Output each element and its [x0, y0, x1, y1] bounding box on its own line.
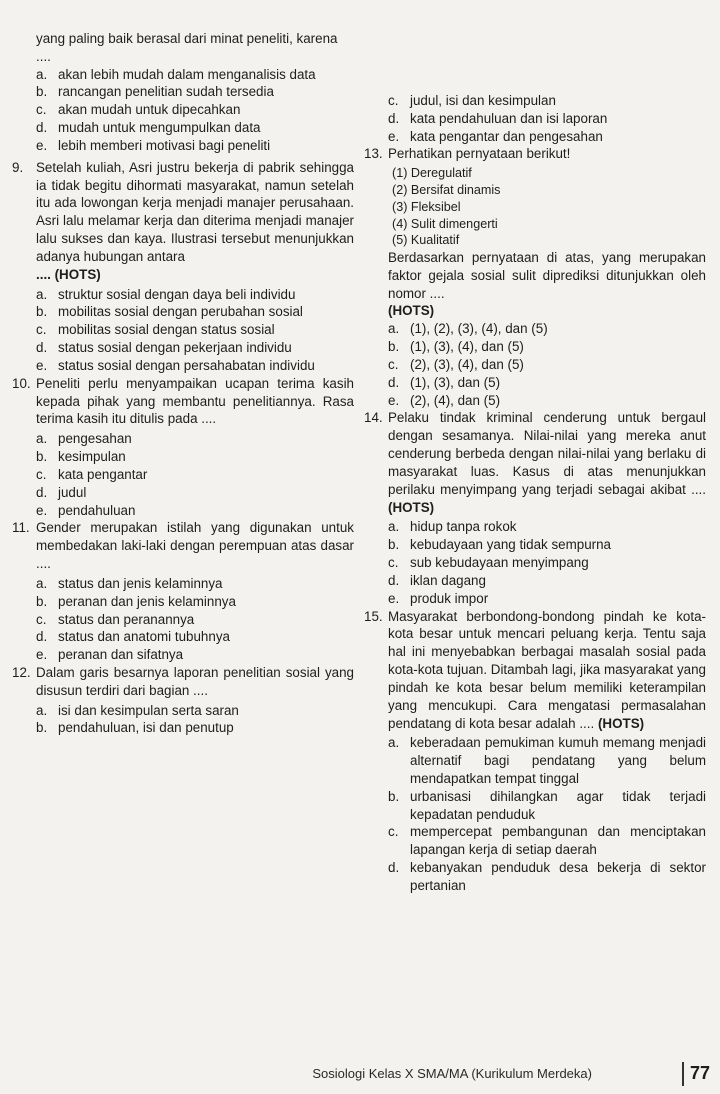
option-letter: b.: [388, 537, 400, 553]
option-letter: b.: [388, 788, 400, 804]
option-text: (2), (3), (4), dan (5): [410, 356, 524, 372]
option-text: mempercepat pembangunan dan menciptakan lapangan kerja di setiap daerah: [410, 824, 706, 858]
option-text: akan mudah untuk dipecahkan: [58, 102, 241, 118]
option-letter: a.: [388, 519, 400, 535]
answer-option: [36, 646, 354, 664]
option-letter: a.: [36, 66, 48, 82]
question-15: [364, 608, 706, 733]
option-text: (1), (2), (3), (4), dan (5): [410, 321, 548, 337]
option-text: sub kebudayaan menyimpang: [410, 555, 589, 571]
option-letter: b.: [36, 720, 48, 736]
question-14-options: [388, 518, 706, 607]
option-text: status sosial dengan persahabatan individu: [58, 357, 315, 373]
answer-option: [388, 518, 706, 536]
option-text: rancangan penelitian sudah tersedia: [58, 84, 274, 100]
question-stem: Pelaku tindak kriminal cenderung untuk bergaul dengan sesamanya. Nilai-nilai yang mereka anut cenderung berbeda dengan nilai-nilai yang berlaku di masyarakat luas. Kasus di atas menunjukkan perilaku menyimpang yang terjadi sebagai akibat .... (HOTS): [388, 410, 706, 515]
answer-option: [36, 448, 354, 466]
option-letter: c.: [388, 356, 399, 372]
option-letter: e.: [388, 392, 400, 408]
option-text: judul: [58, 484, 87, 500]
option-letter: e.: [388, 590, 400, 606]
answer-option: [36, 357, 354, 375]
option-letter: b.: [36, 593, 48, 609]
previous-question-options: [388, 92, 706, 145]
answer-option: [388, 572, 706, 590]
continued-options: [36, 66, 354, 155]
option-text: akan lebih mudah dalam menganalisis data: [58, 66, 316, 82]
answer-option: [36, 321, 354, 339]
answer-option: [36, 137, 354, 155]
option-text: kata pengantar dan pengesahan: [410, 128, 603, 144]
question-13-options: [388, 320, 706, 409]
answer-option: [388, 536, 706, 554]
option-letter: e.: [36, 647, 48, 663]
question-9-options: [36, 286, 354, 375]
option-text: status sosial dengan pekerjaan individu: [58, 340, 292, 356]
question-stem: Gender merupakan istilah yang digunakan untuk membedakan laki-laki dengan perempuan atas dasar ....: [36, 520, 354, 572]
question-10: [12, 375, 354, 428]
option-letter: c.: [388, 555, 399, 571]
answer-option: [388, 554, 706, 572]
question-number: 11.: [12, 520, 30, 536]
question-stem: Perhatikan pernyataan berikut!: [388, 146, 571, 162]
answer-option: [388, 128, 706, 146]
question-12-options: [36, 702, 354, 738]
option-letter: b.: [36, 449, 48, 465]
page-footer: [0, 1054, 720, 1094]
answer-option: [388, 734, 706, 787]
question-number: 9.: [12, 159, 24, 175]
statement-list: [388, 165, 706, 249]
answer-option: [388, 110, 706, 128]
page-number: 77: [682, 1062, 710, 1086]
option-letter: c.: [388, 824, 399, 840]
option-letter: d.: [388, 110, 400, 126]
answer-option: [36, 303, 354, 321]
answer-option: [36, 66, 354, 84]
answer-option: [388, 92, 706, 110]
option-text: mudah untuk mengumpulkan data: [58, 120, 261, 136]
answer-option: [36, 430, 354, 448]
option-letter: d.: [36, 120, 48, 136]
answer-option: [36, 101, 354, 119]
question-9: [12, 159, 354, 284]
answer-option: [388, 823, 706, 859]
option-letter: d.: [36, 629, 48, 645]
question-15-options: [388, 734, 706, 894]
option-letter: b.: [36, 84, 48, 100]
option-text: lebih memberi motivasi bagi peneliti: [58, 137, 271, 153]
question-number: 12.: [12, 664, 31, 680]
option-letter: d.: [36, 340, 48, 356]
answer-option: [36, 593, 354, 611]
statement-item: (5) Kualitatif: [392, 233, 460, 248]
option-text: kata pendahuluan dan isi laporan: [410, 110, 608, 126]
option-letter: e.: [388, 128, 400, 144]
answer-option: [388, 338, 706, 356]
option-text: hidup tanpa rokok: [410, 519, 517, 535]
option-text: pendahuluan, isi dan penutup: [58, 720, 234, 736]
option-text: iklan dagang: [410, 572, 486, 588]
option-text: keberadaan pemukiman kumuh memang menjadi alternatif bagi pendatang yang belum mendapatkan tempat tinggal: [410, 735, 706, 786]
question-12: [12, 664, 354, 700]
option-text: mobilitas sosial dengan perubahan sosial: [58, 304, 303, 320]
option-text: pengesahan: [58, 431, 132, 447]
question-stem: Peneliti perlu menyampaikan ucapan terima kasih kepada pihak yang membantu penelitiannya. Rasa terima kasih itu ditulis pada ....: [36, 375, 354, 427]
answer-option: [36, 719, 354, 737]
option-text: judul, isi dan kesimpulan: [410, 93, 556, 108]
option-text: urbanisasi dihilangkan agar tidak terjadi kepadatan penduduk: [410, 788, 706, 822]
question-stem: Masyarakat berbondong-bondong pindah ke kota-kota besar untuk mencari peluang kerja. Tentu saja hal ini menyebabkan berbagai masalah sosial pada kota-kota tujuan. Ditambah lagi, jika masyarakat yang pindah ke kota besar belum memiliki keterampilan yang mencukupi. Cara mengatasi permasalahan pendatang di kota besar adalah .... (HOTS): [388, 608, 706, 731]
option-letter: e.: [36, 137, 48, 153]
option-text: (1), (3), dan (5): [410, 374, 501, 390]
option-letter: c.: [36, 466, 47, 482]
answer-option: [36, 611, 354, 629]
statement-item: (4) Sulit dimengerti: [392, 216, 498, 231]
option-letter: a.: [388, 321, 400, 337]
question-stem: Dalam garis besarnya laporan penelitian sosial yang disusun terdiri dari bagian ....: [36, 664, 354, 698]
option-letter: d.: [36, 484, 48, 500]
option-letter: e.: [36, 357, 48, 373]
option-letter: d.: [388, 374, 400, 390]
continued-question-stem: yang paling baik berasal dari minat peneliti, karena ....: [36, 31, 338, 64]
option-text: kebudayaan yang tidak sempurna: [410, 537, 611, 553]
option-letter: c.: [36, 322, 47, 338]
answer-option: [388, 590, 706, 608]
option-letter: c.: [388, 93, 399, 108]
answer-option: [36, 286, 354, 304]
statement-item: (3) Fleksibel: [392, 199, 461, 214]
answer-option: [36, 502, 354, 520]
option-text: kebanyakan penduduk desa bekerja di sektor pertanian: [410, 860, 706, 893]
option-letter: a.: [36, 702, 48, 718]
option-letter: d.: [388, 860, 400, 876]
answer-option: [36, 119, 354, 137]
question-11: [12, 519, 354, 572]
answer-option: [36, 628, 354, 646]
statement-item: (1) Deregulatif: [392, 166, 472, 181]
option-text: pendahuluan: [58, 502, 136, 518]
question-14: [364, 409, 706, 516]
option-letter: e.: [36, 502, 48, 518]
statement-item: (2) Bersifat dinamis: [392, 183, 501, 198]
left-column: [10, 30, 354, 895]
option-text: (1), (3), (4), dan (5): [410, 339, 524, 355]
option-text: (2), (4), dan (5): [410, 392, 501, 408]
answer-option: [388, 320, 706, 338]
answer-option: [388, 788, 706, 824]
option-text: status dan peranannya: [58, 611, 195, 627]
book-series-title: Sosiologi Kelas X SMA/MA (Kurikulum Merdeka): [312, 1066, 592, 1082]
question-number: 10.: [12, 375, 31, 391]
question-number: 15.: [364, 608, 383, 624]
answer-option: [36, 83, 354, 101]
option-letter: b.: [36, 304, 48, 320]
answer-option: [36, 575, 354, 593]
option-text: peranan dan sifatnya: [58, 647, 184, 663]
option-text: status dan anatomi tubuhnya: [58, 629, 230, 645]
answer-option: [36, 466, 354, 484]
question-13-prompt: Berdasarkan pernyataan di atas, yang merupakan faktor gejala sosial sulit diprediksi ditunjukkan oleh nomor .... (HOTS): [388, 249, 706, 319]
question-10-options: [36, 430, 354, 519]
answer-option: [36, 339, 354, 357]
option-text: produk impor: [410, 590, 489, 606]
option-text: mobilitas sosial dengan status sosial: [58, 322, 275, 338]
answer-option: [388, 859, 706, 895]
answer-option: [388, 356, 706, 374]
answer-option: [36, 484, 354, 502]
option-text: isi dan kesimpulan serta saran: [58, 702, 239, 718]
option-letter: c.: [36, 611, 47, 627]
question-13: [364, 145, 706, 163]
question-number: 13.: [364, 146, 383, 162]
question-number: 14.: [364, 410, 383, 426]
option-text: kesimpulan: [58, 449, 126, 465]
option-text: status dan jenis kelaminnya: [58, 575, 223, 591]
two-column-layout: [10, 30, 706, 895]
option-letter: a.: [36, 431, 48, 447]
answer-option: [388, 392, 706, 410]
option-letter: a.: [36, 575, 48, 591]
option-letter: c.: [36, 102, 47, 118]
question-11-options: [36, 575, 354, 664]
option-text: peranan dan jenis kelaminnya: [58, 593, 236, 609]
question-stem: Setelah kuliah, Asri justru bekerja di pabrik sehingga ia tidak begitu dihormati masyarakat, namun setelah itu ada lowongan kerja menjadi manajer perusahaan. Asri lalu melamar kerja dan diterima menjadi manajer lalu sukses dan kaya. Ilustrasi tersebut menunjukkan adanya hubungan antara .... (HOTS): [36, 159, 354, 282]
option-letter: d.: [388, 572, 400, 588]
answer-option: [36, 702, 354, 720]
option-letter: a.: [388, 735, 400, 751]
option-text: kata pengantar: [58, 466, 148, 482]
option-letter: b.: [388, 339, 400, 355]
right-column: [364, 30, 706, 895]
option-text: struktur sosial dengan daya beli individu: [58, 286, 296, 302]
answer-option: [388, 374, 706, 392]
option-letter: a.: [36, 286, 48, 302]
